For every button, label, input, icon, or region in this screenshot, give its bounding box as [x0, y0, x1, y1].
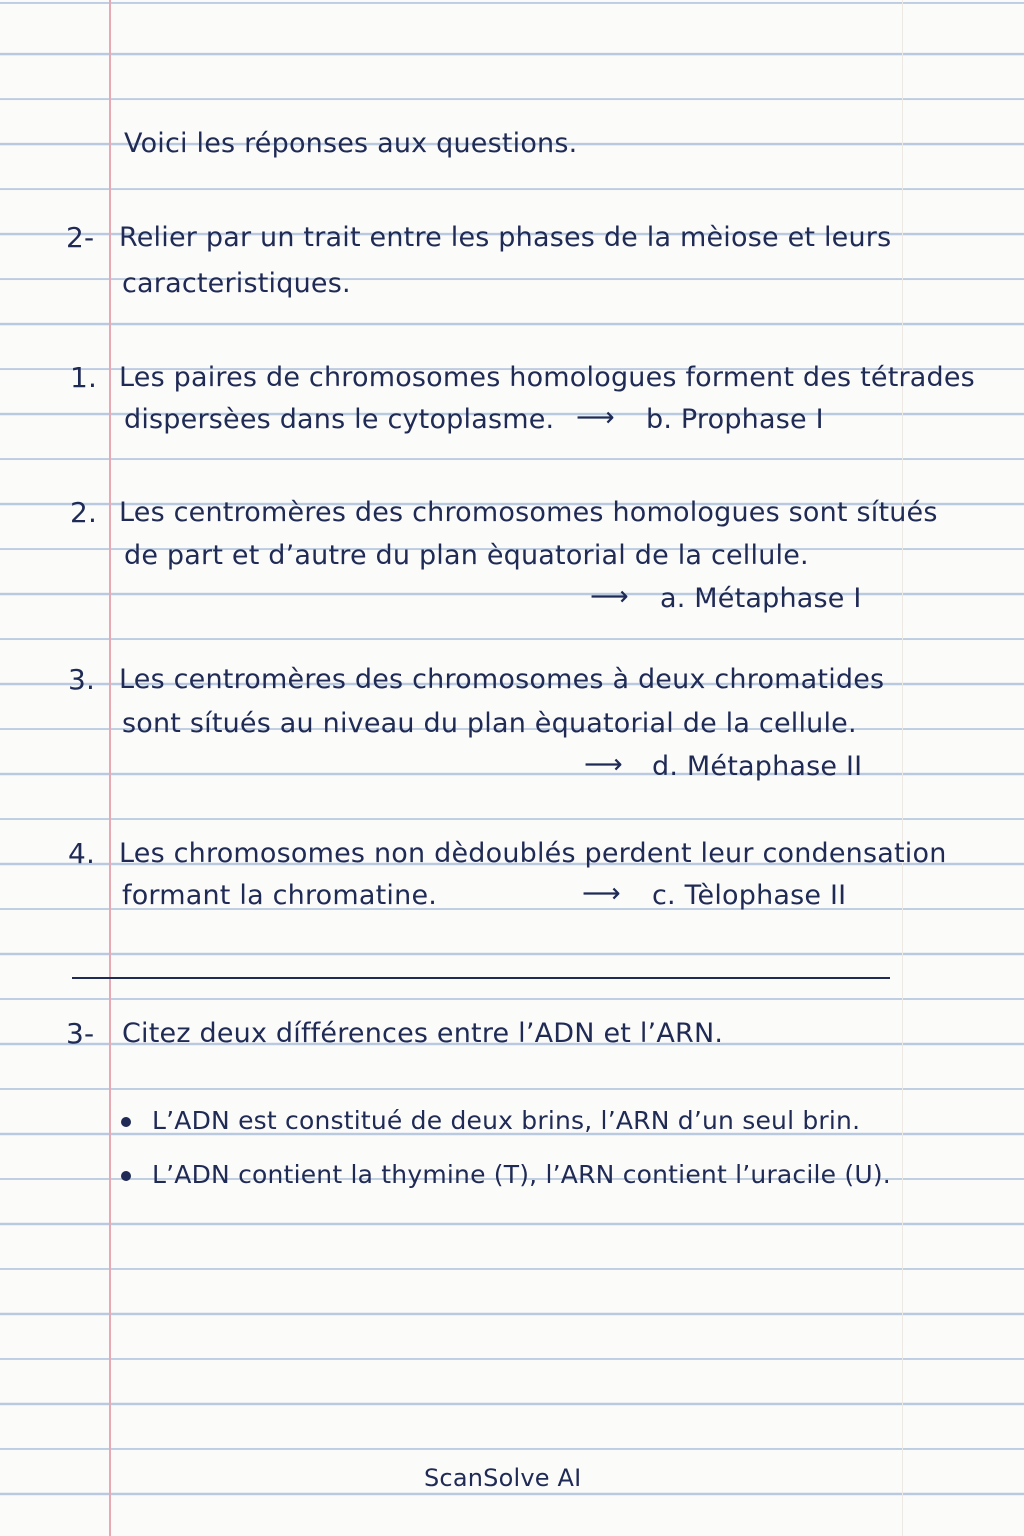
arrow-icon: ⟶ — [584, 749, 623, 780]
intro-text: Voici les réponses aux questions. — [124, 128, 578, 159]
item-3-number: 3. — [68, 663, 96, 696]
item-1-line-1: Les paires de chromosomes homologues forment des tétrades — [119, 362, 975, 393]
arrow-icon: ⟶ — [582, 878, 621, 909]
answer-bullet-2: L’ADN contient la thymine (T), l’ARN contient l’uracile (U). — [152, 1160, 891, 1189]
question-2-line-2: caracteristiques. — [122, 268, 351, 299]
item-1-answer: b. Prophase I — [646, 404, 824, 435]
item-2-line-1: Les centromères des chromosomes homologues sont sítués — [119, 497, 938, 528]
margin-line — [109, 0, 111, 1536]
bullet-icon — [121, 1117, 131, 1127]
item-4-number: 4. — [68, 837, 96, 870]
footer-brand: ScanSolve AI — [424, 1464, 582, 1492]
item-4-answer: c. Tèlophase II — [652, 880, 847, 911]
item-2-answer: a. Métaphase I — [660, 583, 862, 614]
page-edge-line — [902, 0, 903, 1536]
question-2-line-1: Relier par un trait entre les phases de la mèiose et leurs — [119, 222, 892, 253]
answer-bullet-1: L’ADN est constitué de deux brins, l’ARN d’un seul brin. — [152, 1106, 861, 1135]
item-3-line-2: sont sítués au niveau du plan èquatorial de la cellule. — [122, 708, 857, 739]
arrow-icon: ⟶ — [576, 402, 615, 433]
item-4-line-2: formant la chromatine. — [122, 880, 438, 911]
section-divider — [72, 977, 890, 979]
question-3-number: 3- — [66, 1017, 95, 1050]
item-4-line-1: Les chromosomes non dèdoublés perdent leur condensation — [119, 838, 947, 869]
question-2-number: 2- — [66, 221, 95, 254]
item-2-number: 2. — [70, 496, 98, 529]
arrow-icon: ⟶ — [590, 581, 629, 612]
item-1-line-2: dispersèes dans le cytoplasme. — [124, 404, 555, 435]
item-2-line-2: de part et d’autre du plan èquatorial de la cellule. — [124, 540, 809, 571]
item-3-answer: d. Métaphase II — [652, 751, 863, 782]
bullet-icon — [121, 1171, 131, 1181]
item-1-number: 1. — [70, 361, 98, 394]
question-3-text: Citez deux dífférences entre l’ADN et l’ARN. — [122, 1018, 724, 1049]
item-3-line-1: Les centromères des chromosomes à deux chromatides — [119, 664, 885, 695]
